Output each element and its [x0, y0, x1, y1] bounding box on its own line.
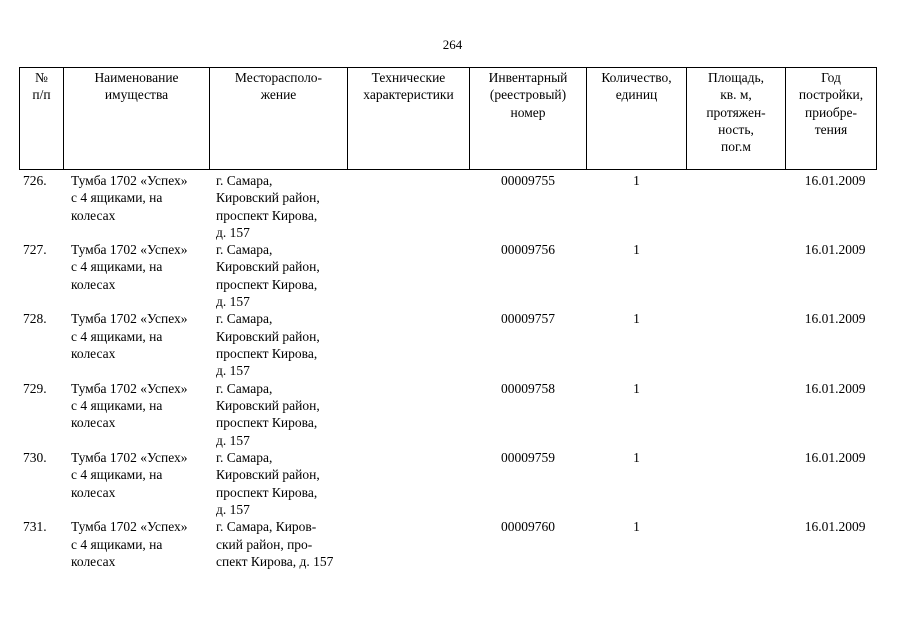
row-number: 730. — [23, 450, 47, 466]
item-tech — [348, 380, 470, 449]
item-location: г. Самара, Кировский район, проспект Кирова, д. 157 — [216, 242, 320, 310]
header-number: № п/п — [20, 68, 64, 170]
header-location: Месторасполо- жение — [210, 68, 348, 170]
item-area — [687, 518, 786, 587]
table-row — [20, 380, 877, 449]
table-row — [20, 241, 877, 310]
item-quantity: 1 — [633, 242, 640, 258]
row-number: 726. — [23, 173, 47, 188]
acquisition-date: 16.01.2009 — [804, 450, 866, 466]
table-body — [20, 170, 877, 588]
item-area — [687, 449, 786, 518]
header-tech: Технические характеристики — [348, 68, 470, 170]
inventory-number: 00009756 — [501, 242, 555, 258]
item-quantity: 1 — [633, 380, 640, 396]
inventory-number: 00009759 — [501, 450, 555, 466]
item-name: Тумба 1702 «Успех» с 4 ящиками, на колесах — [71, 450, 188, 500]
inventory-number: 00009760 — [501, 519, 555, 535]
item-location: г. Самара, Кировский район, проспект Кирова, д. 157 — [216, 450, 320, 517]
item-tech — [348, 310, 470, 379]
header-area: Площадь, кв. м, протяжен- ность, пог.м — [687, 68, 786, 170]
header-quantity: Количество, единиц — [587, 68, 687, 170]
item-tech — [348, 449, 470, 518]
item-location: г. Самара, Кировский район, проспект Кирова, д. 157 — [216, 311, 320, 379]
item-tech — [348, 518, 470, 587]
item-quantity: 1 — [633, 173, 640, 188]
header-row — [20, 68, 877, 170]
item-name: Тумба 1702 «Успех» с 4 ящиками, на колесах — [71, 380, 188, 431]
row-number: 728. — [23, 311, 47, 327]
header-inventory: Инвентарный (реестровый) номер — [470, 68, 587, 170]
item-location: г. Самара, Кировский район, проспект Кирова, д. 157 — [216, 380, 320, 448]
item-area — [687, 170, 786, 242]
table-row — [20, 518, 877, 587]
inventory-number: 00009755 — [501, 173, 555, 188]
table-row — [20, 449, 877, 518]
row-number: 729. — [23, 380, 47, 396]
item-area — [687, 380, 786, 449]
item-location: г. Самара, Киров- ский район, про- спект Кирова, д. 157 — [216, 519, 334, 569]
item-name: Тумба 1702 «Успех» с 4 ящиками, на колесах — [71, 519, 188, 569]
item-area — [687, 241, 786, 310]
item-quantity: 1 — [633, 450, 640, 466]
acquisition-date: 16.01.2009 — [804, 311, 866, 327]
row-number: 727. — [23, 242, 47, 258]
item-name: Тумба 1702 «Успех» с 4 ящиками, на колесах — [71, 173, 188, 223]
property-registry-table — [19, 67, 877, 588]
inventory-number: 00009758 — [501, 380, 555, 396]
table-row — [20, 170, 877, 242]
acquisition-date: 16.01.2009 — [804, 173, 866, 188]
acquisition-date: 16.01.2009 — [804, 519, 866, 535]
inventory-number: 00009757 — [501, 311, 555, 327]
item-quantity: 1 — [633, 519, 640, 535]
header-name: Наименование имущества — [64, 68, 210, 170]
header-year: Год постройки, приобре- тения — [786, 68, 877, 170]
item-name: Тумба 1702 «Успех» с 4 ящиками, на колесах — [71, 311, 188, 362]
item-area — [687, 310, 786, 379]
table-row — [20, 310, 877, 379]
item-name: Тумба 1702 «Успех» с 4 ящиками, на колесах — [71, 242, 188, 292]
table-header — [20, 68, 877, 170]
acquisition-date: 16.01.2009 — [804, 380, 866, 396]
page-number: 264 — [442, 37, 463, 52]
item-quantity: 1 — [633, 311, 640, 327]
acquisition-date: 16.01.2009 — [804, 242, 866, 258]
row-number: 731. — [23, 519, 47, 535]
item-location: г. Самара, Кировский район, проспект Кирова, д. 157 — [216, 173, 320, 240]
item-tech — [348, 241, 470, 310]
item-tech — [348, 170, 470, 242]
